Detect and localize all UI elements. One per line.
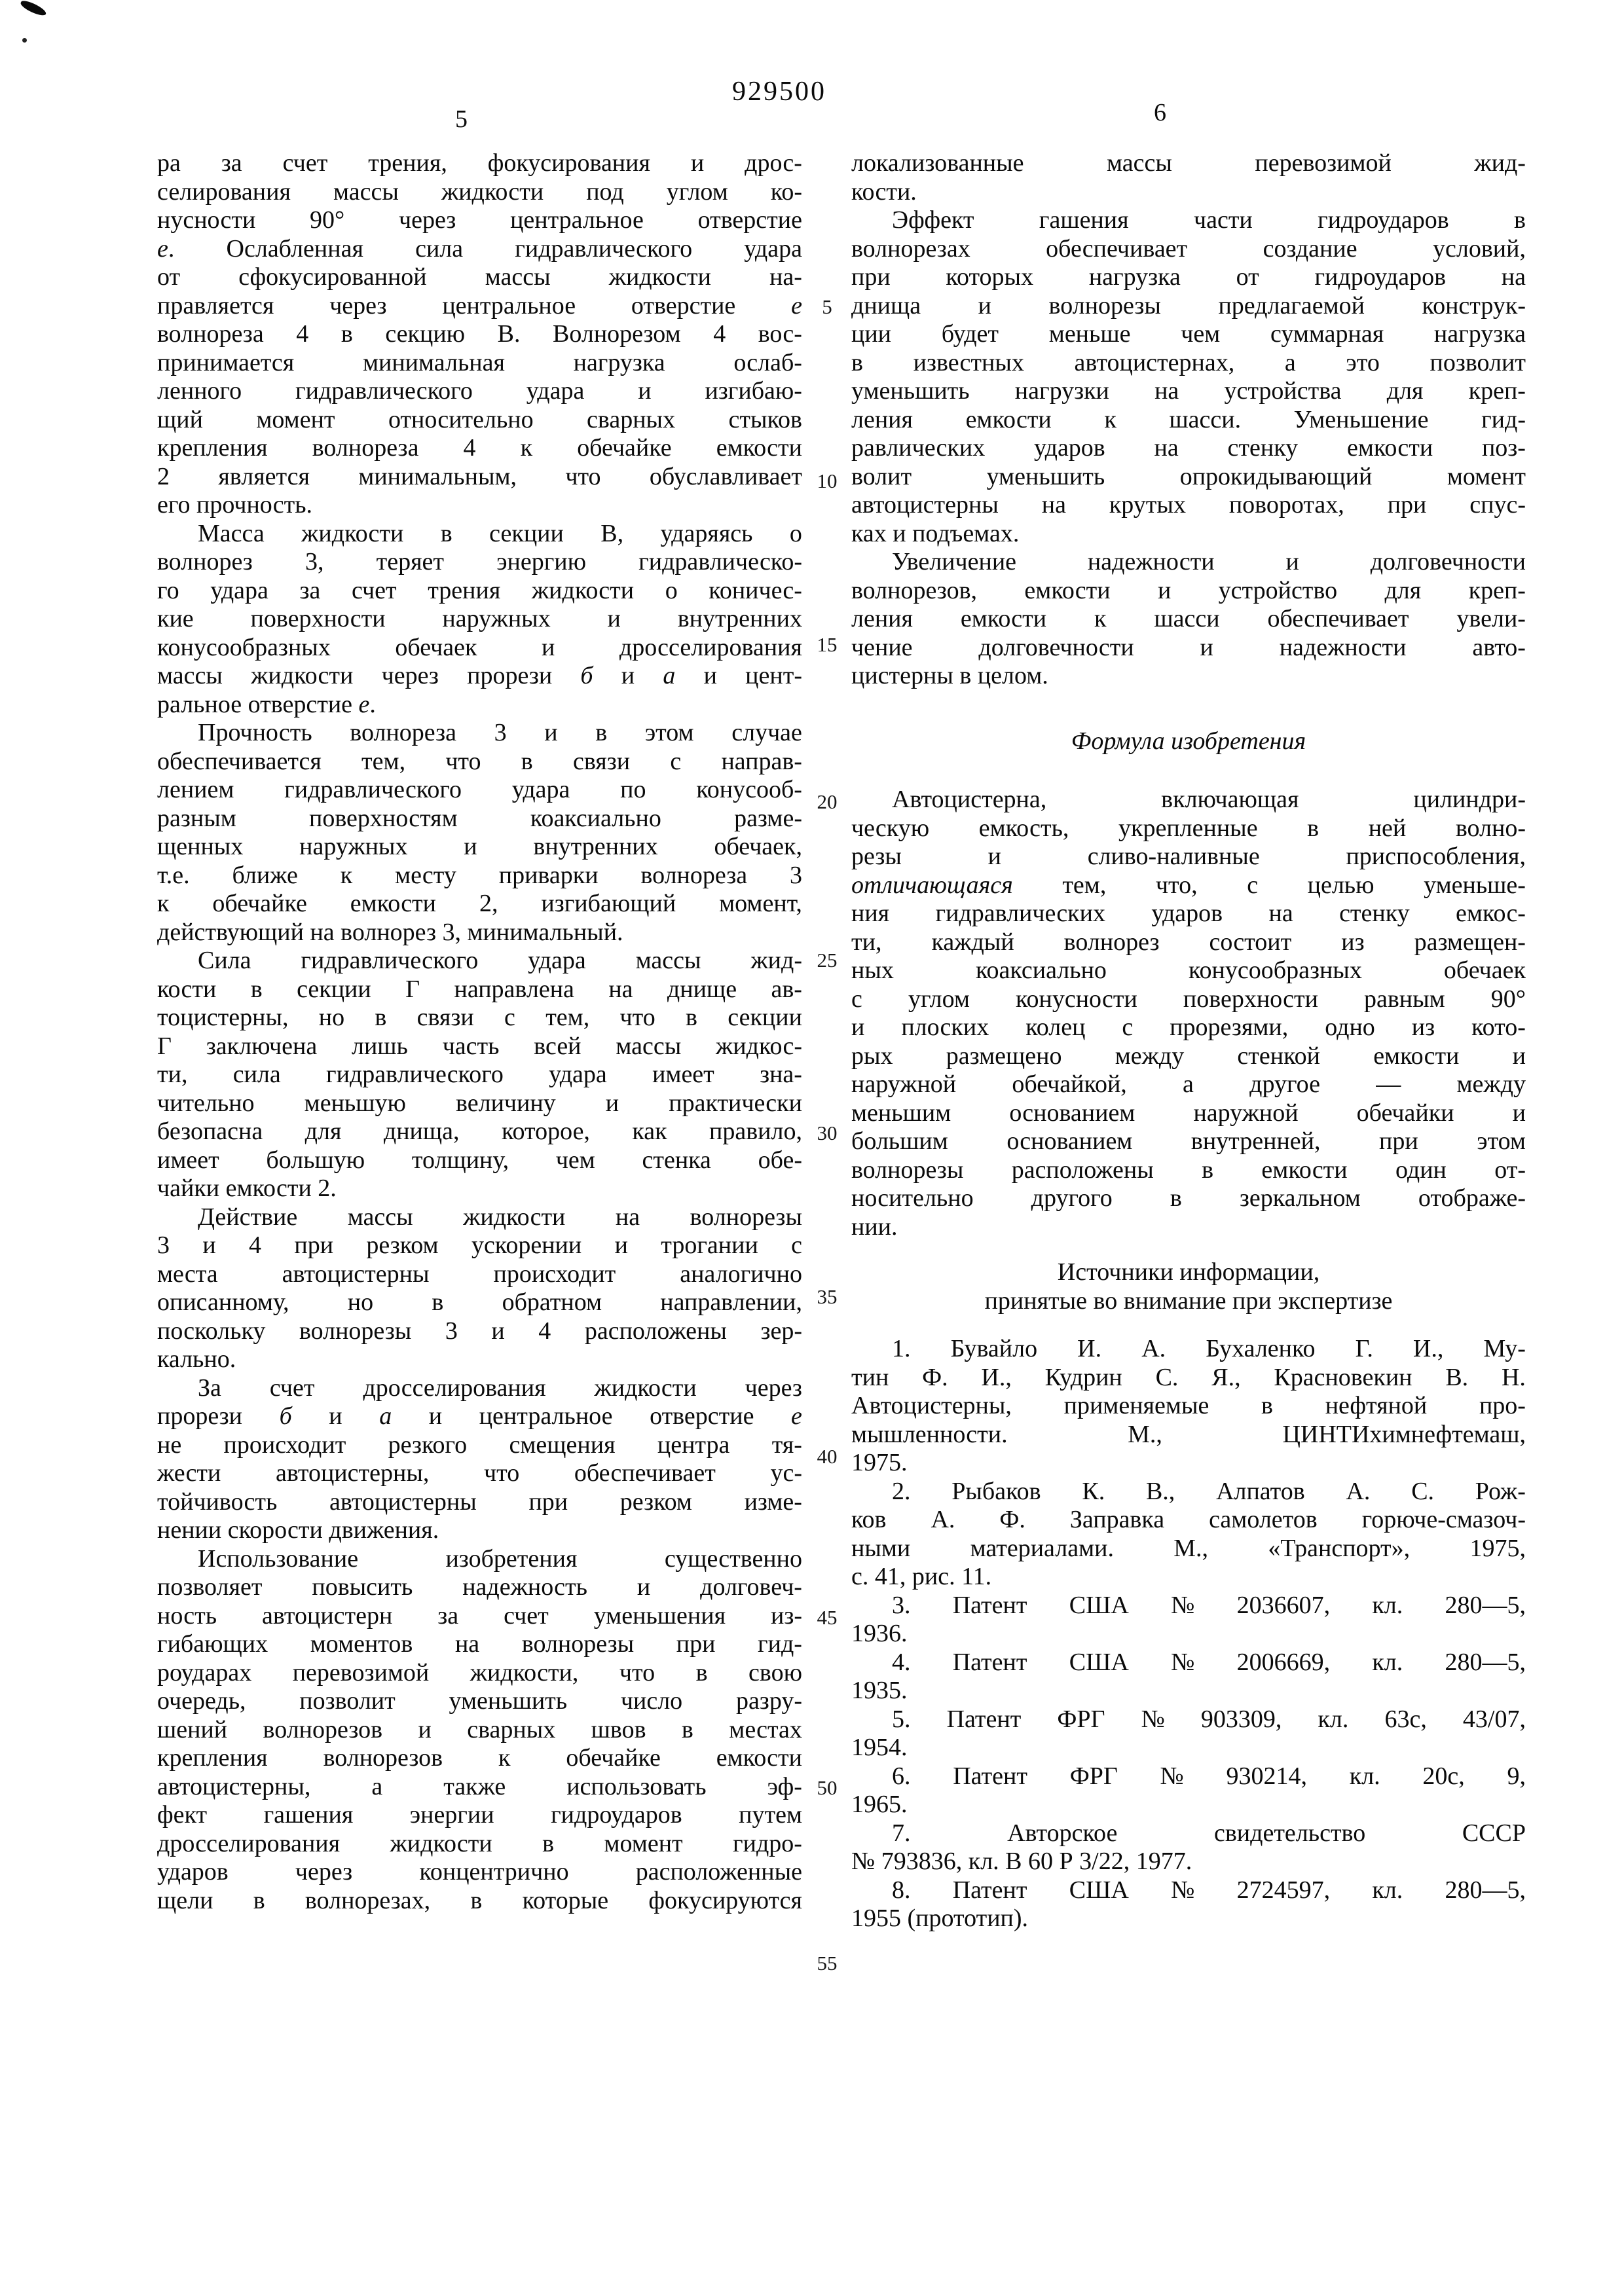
text-line: волнореза 4 в секцию В. Волнорезом 4 вос- (157, 320, 802, 348)
text-line: ными материалами. М., «Транспорт», 1975, (851, 1534, 1526, 1562)
left-column-text (157, 149, 802, 1915)
line-number-marker: 5 (822, 295, 832, 318)
text-line: наружной обечайкой, а другое — между (851, 1070, 1526, 1098)
text-line: ральное отверстие е. (157, 690, 376, 718)
text-line: правляется через центральное отверстие е (157, 291, 802, 319)
text-line: и плоских колец с прорезями, одно из кото- (851, 1013, 1526, 1041)
text-line: позволяет повысить надежность и долговеч- (157, 1573, 802, 1601)
line-number-marker: 15 (817, 633, 838, 656)
text-line: ления емкости к шасси. Уменьшение гид- (851, 405, 1526, 433)
spacer (851, 1241, 1526, 1258)
text-line: 1936. (851, 1620, 908, 1647)
text-line: конусообразных обечаек и дросселирования (157, 633, 802, 661)
text-line: действующий на волнорез 3, минимальный. (157, 918, 623, 946)
text-line: резы и сливо-наливные приспособления, (851, 843, 1526, 870)
text-line: уменьшить нагрузки на устройства для креп- (851, 377, 1526, 405)
text-line: Использование изобретения существенно (198, 1544, 802, 1573)
text-line: 5. Патент ФРГ № 903309, кл. 63с, 43/07, (892, 1705, 1526, 1733)
line-number-marker: 55 (817, 1952, 838, 1975)
text-line: 7. Авторское свидетельство СССР (892, 1819, 1526, 1847)
spacer (851, 756, 1526, 786)
text-line: места автоцистерны происходит аналогично (157, 1260, 802, 1288)
text-line: волит уменьшить опрокидывающий момент (851, 462, 1526, 490)
text-line: ции будет меньше чем суммарная нагрузка (851, 320, 1526, 348)
text-line: 1975. (851, 1449, 908, 1476)
text-line: нении скорости движения. (157, 1516, 439, 1544)
patent-number: 929500 (732, 77, 826, 107)
page-number-right: 6 (1154, 99, 1166, 126)
text-line: автоцистерны, а также использовать эф- (157, 1772, 802, 1800)
scan-artifact (19, 0, 48, 18)
text-line: гибающих моментов на волнорезы при гид- (157, 1630, 802, 1658)
text-line: селирования массы жидкости под углом ко- (157, 177, 802, 206)
spacer (851, 1315, 1526, 1335)
line-number-marker: 30 (817, 1121, 838, 1144)
text-line: днища и волнорезы предлагаемой конструк- (851, 291, 1526, 319)
text-line: локализованные массы перевозимой жид- (851, 149, 1526, 177)
text-line: ность автоцистерн за счет уменьшения из- (157, 1601, 802, 1630)
text-line: тойчивость автоцистерны при резком изме- (157, 1487, 802, 1516)
text-line: 2 является минимальным, что обуславливает (157, 462, 802, 490)
text-line: крепления волнореза 4 к обечайке емкости (157, 434, 802, 462)
text-line: принимается минимальная нагрузка ослаб- (157, 348, 802, 376)
text-line: № 793836, кл. В 60 Р 3/22, 1977. (851, 1848, 1192, 1875)
text-line: кие поверхности наружных и внутренних (157, 605, 802, 632)
text-line: тоцистерны, но в связи с тем, что в секции (157, 1004, 802, 1031)
page-number-left: 5 (455, 105, 468, 133)
text-line: волнорезы расположены в емкости один от- (851, 1156, 1526, 1184)
text-line: Автоцистерны, применяемые в нефтяной про- (851, 1392, 1526, 1419)
text-line: кости в секции Г направлена на днище ав- (157, 975, 802, 1003)
text-line: Автоцистерна, включающая цилиндри- (892, 786, 1526, 813)
sources-heading: Источники информации, (1057, 1258, 1320, 1286)
line-number-marker: 50 (817, 1776, 838, 1799)
right-column-text (851, 149, 1526, 1933)
text-line: фект гашения энергии гидроударов путем (157, 1801, 802, 1829)
text-line: описанному, но в обратном направлении, (157, 1288, 802, 1316)
claims-heading: Формула изобретения (1071, 727, 1306, 755)
text-line: кально. (157, 1345, 236, 1373)
text-line: нусности 90° через центральное отверстие (157, 206, 802, 234)
text-line: 4. Патент США № 2006669, кл. 280—5, (892, 1648, 1526, 1676)
text-line: ра за счет трения, фокусирования и дрос- (157, 149, 802, 177)
text-line: ти, каждый волнорез состоит из размещен- (851, 928, 1526, 956)
text-line: равлических ударов на стенку емкости поз- (851, 434, 1526, 462)
scan-artifact (22, 38, 27, 43)
text-line: кости. (851, 177, 917, 206)
text-line: ния гидравлических ударов на стенку емкос- (851, 900, 1526, 927)
text-line: Увеличение надежности и долговечности (892, 548, 1526, 575)
text-line: имеет большую толщину, чем стенка обе- (157, 1146, 802, 1174)
text-line: мышленности. М., ЦИНТИхимнефтемаш, (851, 1420, 1526, 1448)
text-line: ков А. Ф. Заправка самолетов горюче-смазоч- (851, 1506, 1526, 1533)
text-line: 1. Бувайло И. А. Бухаленко Г. И., Му- (892, 1335, 1526, 1362)
text-line: безопасна для днища, которое, как правило, (157, 1118, 802, 1145)
text-line: Сила гидравлического удара массы жид- (198, 947, 802, 974)
sources-heading: принятые во внимание при экспертизе (984, 1286, 1393, 1315)
text-line: рых размещено между стенкой емкости и (851, 1042, 1526, 1070)
text-line: За счет дросселирования жидкости через (198, 1374, 802, 1402)
line-number-marker: 10 (817, 469, 838, 492)
text-line: с. 41, рис. 11. (851, 1563, 992, 1590)
line-number-marker: 35 (817, 1285, 838, 1308)
text-line: шений волнорезов и сварных швов в местах (157, 1715, 802, 1743)
spacer (851, 691, 1526, 727)
line-number-marker: 40 (817, 1445, 838, 1468)
text-line: 1935. (851, 1677, 908, 1704)
text-line: чайки емкости 2. (157, 1175, 337, 1202)
text-line: е. Ослабленная сила гидравлического удара (157, 234, 802, 263)
text-line: с углом конусности поверхности равным 90° (851, 985, 1526, 1013)
text-line: очередь, позволит уменьшить число разру- (157, 1687, 802, 1715)
text-line: автоцистерны на крутых поворотах, при спус- (851, 491, 1526, 519)
text-line: большим основанием внутренней, при этом (851, 1127, 1526, 1155)
text-line: меньшим основанием наружной обечайки и (851, 1099, 1526, 1127)
text-line: щели в волнорезах, в которые фокусируются (157, 1886, 802, 1914)
text-line: Г заключена лишь часть всей массы жидкос- (157, 1032, 802, 1060)
text-line: ках и подъемах. (851, 519, 1020, 547)
text-line: волнорезов, емкости и устройство для креп- (851, 576, 1526, 604)
text-line: Прочность волнореза 3 и в этом случае (198, 719, 802, 746)
text-line: ти, сила гидравлического удара имеет зна- (157, 1061, 802, 1088)
text-line: 1965. (851, 1791, 908, 1818)
text-line: ных коаксиально конусообразных обечаек (851, 957, 1526, 984)
text-line: Масса жидкости в секции В, ударяясь о (198, 519, 802, 547)
text-line: 8. Патент США № 2724597, кл. 280—5, (892, 1876, 1526, 1904)
text-line: ческую емкость, укрепленные в ней волно- (851, 814, 1526, 842)
text-line: ленного гидравлического удара и изгибаю- (157, 377, 802, 405)
text-line: 2. Рыбаков К. В., Алпатов А. С. Рож- (892, 1477, 1526, 1505)
text-line: роударах перевозимой жидкости, что в свою (157, 1658, 802, 1686)
text-line: крепления волнорезов к обечайке емкости (157, 1744, 802, 1772)
text-line: чение долговечности и надежности авто- (851, 633, 1526, 661)
line-number-marker: 20 (817, 790, 838, 813)
text-line: прорези б и а и центральное отверстие е (157, 1402, 802, 1430)
text-line: разным поверхностям коаксиально разме- (157, 804, 802, 832)
text-line: щий момент относительно сварных стыков (157, 405, 802, 433)
text-line: 6. Патент ФРГ № 930214, кл. 20с, 9, (892, 1762, 1526, 1790)
text-line: волнорез 3, теряет энергию гидравлическо- (157, 548, 802, 575)
text-line: цистерны в целом. (851, 662, 1048, 689)
text-line: 3. Патент США № 2036607, кл. 280—5, (892, 1591, 1526, 1619)
text-line: носительно другого в зеркальном отображе- (851, 1184, 1526, 1212)
text-line: чительно меньшую величину и практически (157, 1089, 802, 1117)
text-line: его прочность. (157, 491, 313, 519)
text-line: тин Ф. И., Кудрин С. Я., Красновекин В. Н. (851, 1363, 1526, 1391)
text-line: ударов через концентрично расположенные (157, 1858, 802, 1886)
text-line: от сфокусированной массы жидкости на- (157, 263, 802, 291)
text-line: жести автоцистерны, что обеспечивает ус- (157, 1459, 802, 1487)
text-line: волнорезах обеспечивает создание условий, (851, 234, 1526, 263)
text-line: Действие массы жидкости на волнорезы (198, 1203, 802, 1231)
text-line: лением гидравлического удара по конусооб- (157, 776, 802, 803)
text-line: к обечайке емкости 2, изгибающий момент, (157, 890, 802, 917)
line-number-marker: 25 (817, 949, 838, 972)
text-line: 3 и 4 при резком ускорении и трогании с (157, 1231, 802, 1259)
text-line: не происходит резкого смещения центра тя- (157, 1430, 802, 1459)
text-line: ления емкости к шасси обеспечивает увели- (851, 605, 1526, 632)
text-line: дросселирования жидкости в момент гидро- (157, 1829, 802, 1857)
line-number-marker: 45 (817, 1606, 838, 1629)
text-line: нии. (851, 1212, 898, 1241)
text-line: в известных автоцистернах, а это позволит (851, 348, 1526, 376)
text-line: го удара за счет трения жидкости о коничес- (157, 576, 802, 604)
text-line: щенных наружных и внутренних обечаек, (157, 833, 802, 860)
text-line: при которых нагрузка от гидроударов на (851, 263, 1526, 291)
text-line: 1954. (851, 1734, 908, 1761)
text-line: 1955 (прототип). (851, 1904, 1029, 1932)
text-line: поскольку волнорезы 3 и 4 расположены зер- (157, 1317, 802, 1345)
text-line: обеспечивается тем, что в связи с направ- (157, 747, 802, 775)
text-line: отличающаяся тем, что, с целью уменьше- (851, 871, 1526, 899)
text-line: т.е. ближе к месту приварки волнореза 3 (157, 861, 802, 889)
text-line: Эффект гашения части гидроударов в (892, 206, 1526, 234)
text-line: массы жидкости через прорези б и а и цент- (157, 662, 802, 689)
